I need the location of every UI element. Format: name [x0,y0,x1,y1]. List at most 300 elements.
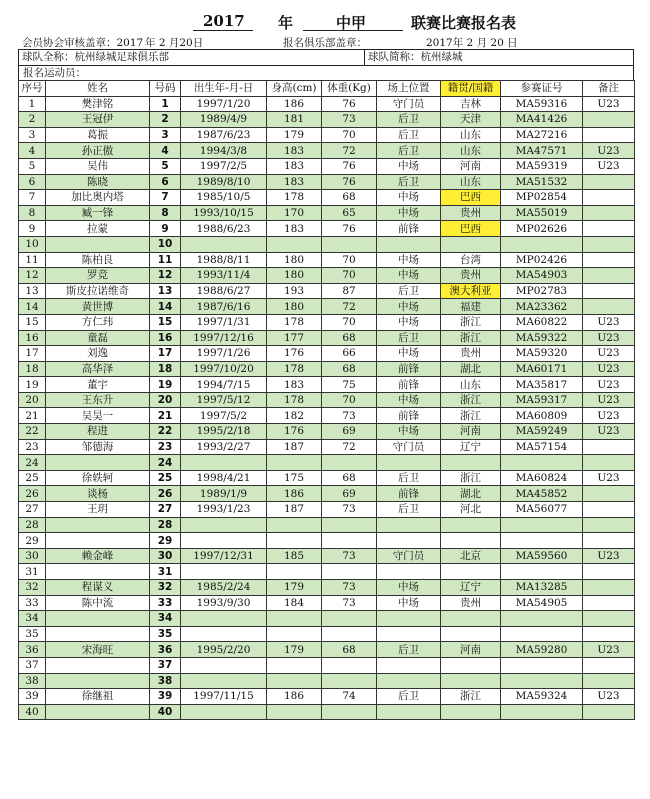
cell-number: 3 [150,127,181,143]
cell-height [267,517,322,533]
team-full-name: 球队全称：杭州绿城足球俱乐部 [19,50,365,65]
cell-dob: 1997/2/5 [181,158,267,174]
cell-note [583,673,635,689]
table-row [19,580,635,596]
cell-license [501,626,583,642]
cell-note [583,268,635,284]
table-row [19,642,635,658]
cell-note [583,236,635,252]
cell-dob [181,564,267,580]
cell-note [583,205,635,221]
cell-height: 176 [267,346,322,362]
cell-number: 16 [150,330,181,346]
cell-position [377,517,441,533]
cell-height: 180 [267,252,322,268]
cell-number: 15 [150,314,181,330]
cell-dob [181,673,267,689]
cell-origin: 山东 [441,174,501,190]
table-row [19,408,635,424]
cell-origin: 浙江 [441,470,501,486]
cell-origin: 巴西 [441,190,501,206]
cell-height [267,455,322,471]
cell-seq: 39 [19,689,46,705]
cell-height: 179 [267,127,322,143]
cell-license [501,657,583,673]
cell-number: 36 [150,642,181,658]
cell-name: 刘逸 [46,346,150,362]
table-row [19,221,635,237]
cell-note: U23 [583,361,635,377]
cell-seq: 12 [19,268,46,284]
cell-origin [441,704,501,720]
club-seal-date: 2017年 2 月 20 日 [426,37,518,49]
cell-weight: 87 [322,283,377,299]
table-row [19,595,635,611]
cell-weight [322,517,377,533]
assoc-seal-date: 年 2 月20日 [145,37,204,49]
cell-height: 186 [267,96,322,112]
cell-weight: 72 [322,299,377,315]
cell-name: 臧一锋 [46,205,150,221]
cell-seq: 27 [19,502,46,518]
cell-dob: 1997/1/31 [181,314,267,330]
cell-position [377,533,441,549]
cell-license [501,236,583,252]
table-row [19,361,635,377]
cell-seq: 3 [19,127,46,143]
cell-number: 12 [150,268,181,284]
cell-position: 中场 [377,299,441,315]
cell-position: 守门员 [377,439,441,455]
cell-origin: 浙江 [441,689,501,705]
cell-height: 177 [267,330,322,346]
cell-weight [322,704,377,720]
table-row [19,439,635,455]
table-row [19,377,635,393]
cell-position [377,657,441,673]
cell-license: MA60824 [501,470,583,486]
cell-license [501,455,583,471]
cell-note: U23 [583,392,635,408]
cell-position: 前锋 [377,221,441,237]
cell-height: 182 [267,408,322,424]
cell-position: 中场 [377,392,441,408]
cell-name: 童磊 [46,330,150,346]
cell-number: 14 [150,299,181,315]
cell-weight [322,564,377,580]
title-year: 2017 [203,12,245,30]
cell-name: 罗竞 [46,268,150,284]
cell-name: 高华泽 [46,361,150,377]
cell-weight: 72 [322,439,377,455]
cell-height: 179 [267,642,322,658]
cell-seq: 24 [19,455,46,471]
cell-number: 40 [150,704,181,720]
table-row [19,205,635,221]
cell-origin: 山东 [441,143,501,159]
cell-dob [181,455,267,471]
cell-name: 徐轶轲 [46,470,150,486]
title-underline-league [303,30,403,31]
cell-dob: 1989/4/9 [181,112,267,128]
cell-number: 27 [150,502,181,518]
cell-note: U23 [583,96,635,112]
cell-position: 后卫 [377,283,441,299]
cell-position [377,626,441,642]
cell-note: U23 [583,548,635,564]
cell-origin [441,236,501,252]
cell-number: 35 [150,626,181,642]
cell-note: U23 [583,158,635,174]
cell-dob [181,657,267,673]
cell-seq: 1 [19,96,46,112]
cell-position: 中场 [377,595,441,611]
cell-name: 程进 [46,424,150,440]
cell-note [583,252,635,268]
cell-height: 178 [267,314,322,330]
cell-origin: 巴西 [441,221,501,237]
cell-origin: 浙江 [441,330,501,346]
cell-seq: 7 [19,190,46,206]
cell-weight: 70 [322,127,377,143]
cell-seq: 25 [19,470,46,486]
cell-position: 前锋 [377,361,441,377]
cell-dob: 1988/6/27 [181,283,267,299]
cell-note [583,564,635,580]
cell-height: 178 [267,392,322,408]
cell-license [501,611,583,627]
cell-weight: 70 [322,252,377,268]
cell-position: 中场 [377,252,441,268]
cell-seq: 32 [19,580,46,596]
cell-license: MA59560 [501,548,583,564]
cell-note [583,517,635,533]
cell-dob: 1993/10/15 [181,205,267,221]
cell-license: MA47571 [501,143,583,159]
col-header-name: 姓名 [46,81,150,97]
cell-weight: 68 [322,330,377,346]
cell-name: 孙正傲 [46,143,150,159]
cell-origin: 湖北 [441,361,501,377]
cell-dob [181,517,267,533]
cell-note [583,439,635,455]
cell-weight: 69 [322,486,377,502]
cell-origin: 贵州 [441,346,501,362]
cell-name: 陈柏良 [46,252,150,268]
cell-origin [441,626,501,642]
cell-name: 董宇 [46,377,150,393]
cell-note: U23 [583,314,635,330]
cell-weight: 70 [322,392,377,408]
table-row [19,673,635,689]
cell-dob: 1988/8/11 [181,252,267,268]
cell-position: 后卫 [377,689,441,705]
cell-origin: 河北 [441,502,501,518]
cell-weight: 65 [322,205,377,221]
cell-number: 18 [150,361,181,377]
cell-weight: 68 [322,361,377,377]
table-row [19,330,635,346]
cell-license: MA60809 [501,408,583,424]
cell-note: U23 [583,408,635,424]
cell-origin [441,657,501,673]
cell-dob: 1997/5/2 [181,408,267,424]
cell-origin: 山东 [441,127,501,143]
cell-seq: 31 [19,564,46,580]
cell-weight: 75 [322,377,377,393]
cell-dob: 1997/12/16 [181,330,267,346]
cell-height: 187 [267,502,322,518]
cell-weight: 68 [322,470,377,486]
cell-name: 徐继祖 [46,689,150,705]
table-row [19,143,635,159]
cell-dob: 1985/10/5 [181,190,267,206]
cell-name: 拉蒙 [46,221,150,237]
cell-note [583,174,635,190]
cell-number: 17 [150,346,181,362]
cell-origin [441,517,501,533]
cell-license: MA54903 [501,268,583,284]
cell-height: 187 [267,439,322,455]
cell-height: 183 [267,174,322,190]
cell-name: 赖金峰 [46,548,150,564]
cell-position: 后卫 [377,642,441,658]
cell-number: 37 [150,657,181,673]
cell-seq: 26 [19,486,46,502]
cell-position [377,673,441,689]
cell-license: MA57154 [501,439,583,455]
cell-license [501,533,583,549]
cell-origin [441,533,501,549]
cell-name: 邹德海 [46,439,150,455]
cell-seq: 21 [19,408,46,424]
cell-name: 吴昊一 [46,408,150,424]
cell-note [583,190,635,206]
table-row [19,158,635,174]
cell-position: 中场 [377,190,441,206]
title-underline-year [193,30,253,31]
cell-origin [441,564,501,580]
cell-weight: 74 [322,689,377,705]
cell-height: 180 [267,268,322,284]
cell-weight: 68 [322,642,377,658]
cell-number: 1 [150,96,181,112]
cell-note [583,502,635,518]
table-row [19,392,635,408]
cell-dob: 1993/11/4 [181,268,267,284]
cell-seq: 9 [19,221,46,237]
cell-origin: 吉林 [441,96,501,112]
table-row [19,299,635,315]
col-header-license: 参赛证号 [501,81,583,97]
team-short-name: 球队简称：杭州绿城 [368,51,463,63]
cell-height: 181 [267,112,322,128]
cell-weight: 73 [322,548,377,564]
cell-height: 179 [267,580,322,596]
cell-weight [322,657,377,673]
table-header-row [19,81,635,97]
cell-position [377,611,441,627]
cell-license: MA41426 [501,112,583,128]
col-header-dob: 出生年-月-日 [181,81,267,97]
cell-height: 180 [267,299,322,315]
cell-position: 中场 [377,314,441,330]
player-table [18,80,635,720]
cell-origin: 贵州 [441,268,501,284]
cell-position: 后卫 [377,470,441,486]
cell-position: 前锋 [377,408,441,424]
cell-seq: 18 [19,361,46,377]
cell-position: 守门员 [377,548,441,564]
cell-seq: 35 [19,626,46,642]
cell-license: MA51532 [501,174,583,190]
cell-name: 方仁玮 [46,314,150,330]
cell-weight: 68 [322,190,377,206]
cell-seq: 16 [19,330,46,346]
cell-weight: 76 [322,174,377,190]
cell-weight: 73 [322,595,377,611]
cell-dob: 1987/6/23 [181,127,267,143]
table-row [19,424,635,440]
cell-position [377,564,441,580]
cell-license: MA13285 [501,580,583,596]
cell-name: 陈晓 [46,174,150,190]
cell-dob: 1997/11/15 [181,689,267,705]
cell-name: 加比奥内塔 [46,190,150,206]
cell-dob: 1988/6/23 [181,221,267,237]
cell-number: 33 [150,595,181,611]
cell-origin: 贵州 [441,595,501,611]
cell-weight: 73 [322,112,377,128]
cell-license: MA56077 [501,502,583,518]
cell-name [46,704,150,720]
cell-position [377,236,441,252]
cell-dob: 1994/3/8 [181,143,267,159]
cell-license [501,564,583,580]
cell-number: 38 [150,673,181,689]
cell-weight: 73 [322,502,377,518]
cell-license: MP02783 [501,283,583,299]
cell-position: 后卫 [377,502,441,518]
table-row [19,283,635,299]
cell-position [377,704,441,720]
cell-number: 39 [150,689,181,705]
cell-license: MA27216 [501,127,583,143]
cell-dob: 1997/1/26 [181,346,267,362]
cell-seq: 33 [19,595,46,611]
cell-number: 9 [150,221,181,237]
col-header-seq: 序号 [19,81,46,97]
cell-dob: 1997/12/31 [181,548,267,564]
cell-name: 斯皮拉诺维奇 [46,283,150,299]
table-row [19,346,635,362]
cell-license: MA54905 [501,595,583,611]
cell-license: MA23362 [501,299,583,315]
cell-note [583,595,635,611]
cell-seq: 22 [19,424,46,440]
table-row [19,236,635,252]
table-row [19,486,635,502]
table-row [19,470,635,486]
cell-number: 4 [150,143,181,159]
cell-dob: 1993/1/23 [181,502,267,518]
table-row [19,112,635,128]
registered-players-label: 报名运动员： [18,65,634,80]
table-body [19,96,635,720]
cell-seq: 5 [19,158,46,174]
cell-seq: 17 [19,346,46,362]
cell-number: 20 [150,392,181,408]
cell-license [501,517,583,533]
cell-origin: 浙江 [441,408,501,424]
cell-note [583,486,635,502]
cell-seq: 2 [19,112,46,128]
cell-origin [441,673,501,689]
cell-name: 陈中流 [46,595,150,611]
col-header-number: 号码 [150,81,181,97]
table-row [19,689,635,705]
cell-note: U23 [583,642,635,658]
cell-origin: 天津 [441,112,501,128]
table-row [19,252,635,268]
cell-height: 193 [267,283,322,299]
cell-name [46,626,150,642]
cell-license: MP02854 [501,190,583,206]
cell-dob: 1989/8/10 [181,174,267,190]
cell-note: U23 [583,330,635,346]
table-row [19,190,635,206]
cell-seq: 4 [19,143,46,159]
title-text: 联赛比赛报名表 [411,14,517,32]
cell-origin: 辽宁 [441,439,501,455]
cell-license: MA59316 [501,96,583,112]
club-seal-label: 报名俱乐部盖章： [283,37,367,49]
cell-seq: 11 [19,252,46,268]
form-title [18,10,634,32]
cell-note: U23 [583,470,635,486]
cell-number: 22 [150,424,181,440]
cell-note: U23 [583,346,635,362]
cell-height: 185 [267,548,322,564]
cell-name: 葛振 [46,127,150,143]
cell-weight: 76 [322,221,377,237]
cell-number: 30 [150,548,181,564]
cell-license: MA45852 [501,486,583,502]
cell-position: 后卫 [377,127,441,143]
cell-license: MA60822 [501,314,583,330]
cell-name [46,673,150,689]
table-row [19,657,635,673]
cell-seq: 38 [19,673,46,689]
cell-weight [322,626,377,642]
cell-weight [322,455,377,471]
cell-license: MP02426 [501,252,583,268]
cell-height [267,626,322,642]
cell-height: 175 [267,470,322,486]
cell-note [583,283,635,299]
cell-position: 中场 [377,424,441,440]
team-info-row [18,49,634,65]
cell-seq: 15 [19,314,46,330]
cell-origin: 台湾 [441,252,501,268]
cell-height: 183 [267,158,322,174]
cell-height: 186 [267,689,322,705]
cell-name [46,533,150,549]
cell-seq: 40 [19,704,46,720]
cell-license: MA59324 [501,689,583,705]
cell-number: 31 [150,564,181,580]
assoc-seal-label: 会员协会审核盖章：2017 [22,37,144,49]
